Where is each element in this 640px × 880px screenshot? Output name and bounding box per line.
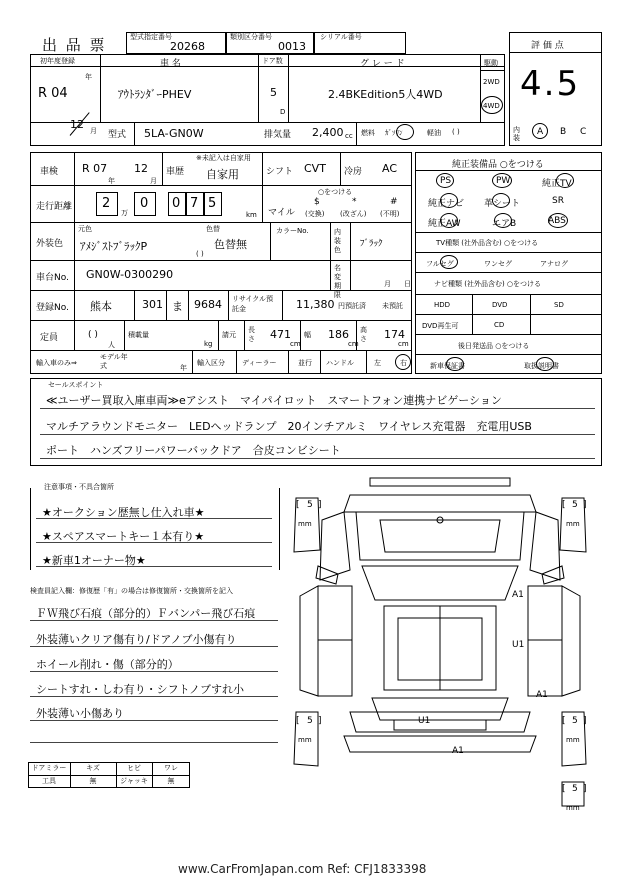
fuel-paren: ( ) [452, 128, 460, 136]
equip-sr: SR [552, 196, 564, 206]
mileage-circle-note: ○をつける [318, 188, 353, 196]
damage-mark-1: A1 [512, 590, 524, 600]
inspector-line-3: ホイール削れ・傷（部分的） [36, 658, 179, 671]
capacity-label: 定員 [40, 333, 59, 343]
capacity-paren: ( ) [88, 330, 98, 340]
displacement-value: 2,400 [312, 126, 344, 139]
equip-navi-circle [440, 193, 458, 208]
usage-note: ※未記入は自家用 [196, 154, 251, 162]
navi-type-label: ナビ種類 (社外品含む) ○をつける [434, 280, 542, 288]
doors-sub: D [280, 108, 286, 116]
inspection-value: R 07 [82, 162, 108, 175]
first-reg-year-label: 年 [85, 73, 92, 81]
sales-line-3: ポート ハンズフリーパワーバックドア 合皮コンビシート [46, 444, 341, 457]
tv-full: フルセグ [426, 260, 454, 268]
fuel-label: 燃料 [361, 129, 375, 137]
length-value: 471 [270, 328, 291, 341]
mileage-km: km [246, 211, 257, 219]
footer-watermark: www.CarFromJapan.com Ref: CFJ1833398 [178, 862, 427, 876]
height-value: 174 [384, 328, 405, 341]
tv-type-label: TV種類 (社外品含む) ○をつける [436, 239, 539, 247]
inspector-line-1: ＦＷ飛び石痕（部分的）Ｆバンパー飛び石痕 [36, 607, 256, 620]
tv-full-circle [440, 255, 458, 269]
tire-rr-bracket-r: ] [583, 716, 587, 726]
color-change-label: 色替 [206, 225, 220, 233]
sales-line-2: マルチアラウンドモニター LEDヘッドランプ 20インチアルミ ワイヤレス充電器 充電用USB [46, 420, 532, 433]
navi-hdd: HDD [434, 301, 451, 309]
recycle-unit: 円預託済 [338, 302, 366, 310]
equip-pw-circle [492, 173, 512, 188]
tools-h3: ヒビ [127, 764, 141, 772]
inspector-line-4: シートすれ・しわ有り・シフトノブすれ小 [36, 683, 245, 696]
tire-fl-unit: mm [298, 520, 312, 528]
ac-value: AC [382, 162, 398, 175]
model-year-unit: 年 [180, 364, 187, 372]
interior-label: 内装 [513, 126, 520, 142]
mileage-opt3-sub: (不明) [380, 210, 400, 218]
ac-label: 冷房 [344, 167, 363, 177]
model-year-label: モデル年式 [100, 353, 128, 370]
length-unit: cm [290, 340, 301, 348]
length-label: 長さ [248, 326, 255, 343]
tire-spare-unit: mm [566, 804, 580, 812]
score-value: 4.5 [520, 64, 581, 104]
tire-spare-bracket-r: ] [583, 784, 587, 794]
handle-right: 右 [400, 359, 407, 367]
tire-fr-value: 5 [572, 500, 578, 510]
registration-no: 9684 [194, 298, 222, 311]
damage-mark-2: U1 [512, 640, 525, 650]
first-reg-year: R 04 [38, 86, 68, 101]
grade-value: 2.4BKEdition5人4WD [328, 88, 443, 101]
equip-pw: PW [496, 176, 511, 186]
capacity-person: 人 [108, 341, 115, 349]
width-unit: cm [348, 340, 359, 348]
fuel-circle [396, 124, 414, 140]
mileage-opt2-sub: (改ざん) [340, 210, 367, 218]
fuel-light-oil: 軽油 [427, 129, 441, 137]
tax-label: 請元 [222, 331, 236, 339]
color-paren: ( ) [196, 250, 204, 258]
height-unit: cm [398, 340, 409, 348]
mileage-digit-1-text: 2 [102, 196, 111, 211]
tools-v4: 無 [167, 777, 175, 785]
equip-airbag-circle [494, 213, 512, 228]
height-label: 高さ [360, 326, 367, 343]
equip-ps-circle [436, 173, 454, 188]
interior-b: B [560, 127, 567, 137]
doors-label: ドア数 [262, 57, 283, 65]
mileage-digit-4-text: 7 [190, 196, 199, 211]
first-reg-month-label: 月 [90, 127, 97, 135]
displacement-label: 排気量 [264, 130, 292, 140]
usage-value: 自家用 [206, 168, 239, 181]
car-name-label: 車 名 [160, 59, 181, 69]
model-label: 型式 [108, 130, 127, 140]
tire-fl-value: 5 [307, 500, 313, 510]
load-label: 積載量 [128, 331, 149, 339]
handle-left: 左 [374, 359, 381, 367]
tools-v1: 工具 [42, 777, 56, 785]
sales-line-1: ≪ユーザー買取入庫車両≫eアシスト マイパイロット スマートフォン連携ナビゲーション [46, 394, 502, 407]
navi-dvd: DVD [492, 301, 508, 309]
equipment-label: 純正装備品 ○をつける [452, 160, 544, 170]
tools-v3: ジャッキ [120, 777, 148, 785]
class-number-label: 類別区分番号 [230, 33, 272, 41]
class-number: 0013 [278, 40, 306, 53]
mileage-opt1-sub: (交換) [305, 210, 325, 218]
tire-rl-bracket: [ [296, 716, 300, 726]
docs-warranty-circle [446, 357, 464, 371]
grade-label: グ レ ー ド [360, 59, 405, 69]
interior-a-circle [532, 123, 548, 139]
inspector-line-2: 外装薄いクリア傷有り/ドアノブ小傷有り [36, 633, 237, 646]
drive-4wd: 4WD [483, 102, 500, 110]
model-value: 5LA-GN0W [144, 127, 204, 140]
tire-fl-bracket: [ [296, 500, 300, 510]
equip-aw: 純正AW [428, 219, 461, 229]
registration-kana: ま [172, 300, 183, 313]
mileage-digit-5-text: 5 [208, 196, 217, 211]
chassis-value: GN0W-0300290 [86, 268, 174, 281]
recycle-value: 11,380 [296, 298, 335, 311]
tv-one: ワンセグ [484, 260, 512, 268]
note-line-2: ★スペアスマートキー１本有り★ [42, 530, 205, 543]
first-reg-label: 初年度登録 [40, 57, 75, 65]
displacement-unit: cc [345, 132, 353, 140]
tools-v2: 無 [89, 777, 97, 785]
damage-mark-4: U1 [418, 716, 431, 726]
equip-aw-circle [440, 213, 458, 228]
equip-ps: PS [440, 176, 452, 186]
equip-airbag: エアB [492, 219, 517, 229]
color-label: 外装色 [36, 239, 64, 249]
inspector-line-5: 外装薄い小傷あり [36, 707, 124, 720]
drive-2wd: 2WD [483, 78, 500, 86]
handle-label: ハンドル [326, 359, 354, 367]
tire-rr-bracket: [ [562, 716, 566, 726]
equip-navi: 純正ナビ [428, 199, 465, 209]
notes-label: 注意事項・不具合箇所 [44, 483, 114, 491]
tire-rr-value: 5 [572, 716, 578, 726]
usage-label: 車歴 [166, 167, 185, 177]
orig-color: ｱﾒｼﾞｽﾄﾌﾞﾗｯｸP [80, 240, 148, 253]
inspection-month: 12 [134, 162, 148, 175]
damage-mark-3: A1 [536, 690, 548, 700]
tire-fl-bracket-r: ] [318, 500, 322, 510]
interior-color-label: 内装色 [334, 228, 341, 254]
docs-manual: 取扱説明書 [524, 362, 559, 370]
score-label: 評 価 点 [531, 41, 564, 51]
name-change-month: 月 [384, 280, 391, 288]
drive-label: 駆動 [484, 59, 498, 67]
registration-region: 熊本 [90, 300, 112, 313]
navi-sd: SD [554, 301, 564, 309]
inspection-month-label: 月 [150, 177, 157, 185]
serial-label: シリアル番号 [320, 33, 362, 41]
docs-manual-circle [536, 357, 554, 371]
tire-fr-unit: mm [566, 520, 580, 528]
chassis-label: 車台No. [36, 273, 69, 283]
registration-label: 登録No. [36, 303, 69, 313]
mile-label: マイル [268, 208, 295, 218]
import-label: 輸入車のみ⇒ [36, 359, 77, 367]
recycle-label: リサイクル預託金 [232, 295, 274, 313]
shift-value: CVT [304, 162, 326, 175]
import-cat-label: 輸入区分 [197, 359, 225, 367]
car-name: ｱｳﾄﾗﾝﾀﾞｰPHEV [118, 88, 192, 101]
mileage-digit-3-text: 0 [172, 196, 181, 211]
interior-c: C [580, 127, 587, 137]
doors-value: 5 [270, 86, 277, 99]
handle-right-circle [395, 354, 411, 370]
fuel-value: ｶﾞｿﾘﾝ [385, 129, 403, 137]
note-line-1: ★オークション歴無し仕入れ車★ [42, 506, 205, 519]
mileage-opt1: $ [314, 197, 320, 207]
import-parallel: 並行 [298, 359, 312, 367]
tire-spare-bracket: [ [562, 784, 566, 794]
equip-tv: 純正TV [542, 179, 572, 189]
docs-warranty: 新車保証書 [430, 362, 465, 370]
sales-points-label: セールスポイント [48, 381, 104, 389]
recycle-not: 未預託 [382, 302, 403, 310]
equip-tv-circle [556, 173, 574, 188]
mileage-opt2: * [352, 197, 357, 207]
color-no-label: カラーNo. [276, 227, 309, 235]
width-label: 幅 [304, 331, 311, 339]
docs-label: 後日発送品 ○をつける [458, 342, 530, 350]
load-unit: kg [204, 340, 213, 348]
mileage-man: 万 [121, 209, 128, 217]
interior-color: ﾌﾞﾗｯｸ [360, 239, 383, 249]
damage-mark-5: A1 [452, 746, 464, 756]
inspection-label: 車検 [40, 167, 59, 177]
equip-abs: ABS [548, 216, 566, 226]
import-dealer: ディーラー [242, 359, 277, 367]
name-change-label: 名変期限 [334, 264, 341, 299]
tools-h4: ワレ [164, 764, 178, 772]
equip-leather: 革シート [484, 199, 521, 209]
equip-leather-circle [492, 193, 510, 208]
tire-rl-bracket-r: ] [318, 716, 322, 726]
width-value: 186 [328, 328, 349, 341]
mileage-digit-2-text: 0 [140, 196, 149, 211]
first-reg-month: 12 [70, 118, 84, 131]
tire-rr-unit: mm [566, 736, 580, 744]
equip-abs-circle [548, 213, 568, 228]
name-change-day: 日 [404, 280, 411, 288]
tire-rl-value: 5 [307, 716, 313, 726]
tire-fr-bracket: [ [562, 500, 566, 510]
note-line-3: ★新車1オーナー物★ [42, 554, 146, 567]
orig-color-label: 元色 [78, 225, 92, 233]
color-change: 色替無 [214, 238, 247, 251]
navi-cd: CD [494, 321, 505, 329]
tire-fr-bracket-r: ] [583, 500, 587, 510]
mileage-label: 走行距離 [36, 202, 73, 212]
mileage-opt3: # [390, 197, 398, 207]
inspection-year: 年 [108, 177, 115, 185]
registration-num: 301 [142, 298, 163, 311]
shift-label: シフト [266, 167, 294, 177]
type-number: 20268 [170, 40, 205, 53]
tire-rl-unit: mm [298, 736, 312, 744]
tire-spare-value: 5 [572, 784, 578, 794]
tv-analog: アナログ [540, 260, 568, 268]
navi-dvd-play: DVD再生可 [422, 322, 459, 330]
sheet-title: 出 品 票 [42, 36, 107, 54]
type-number-label: 型式指定番号 [130, 33, 172, 41]
interior-a: A [537, 127, 544, 137]
tools-h2: キズ [86, 764, 100, 772]
tools-h1: ドアミラー [31, 764, 67, 772]
drive-4wd-circle [481, 96, 503, 114]
inspector-label: 検査員記入欄：修復歴「有」の場合は修復箇所・交換箇所を記入 [30, 587, 233, 595]
